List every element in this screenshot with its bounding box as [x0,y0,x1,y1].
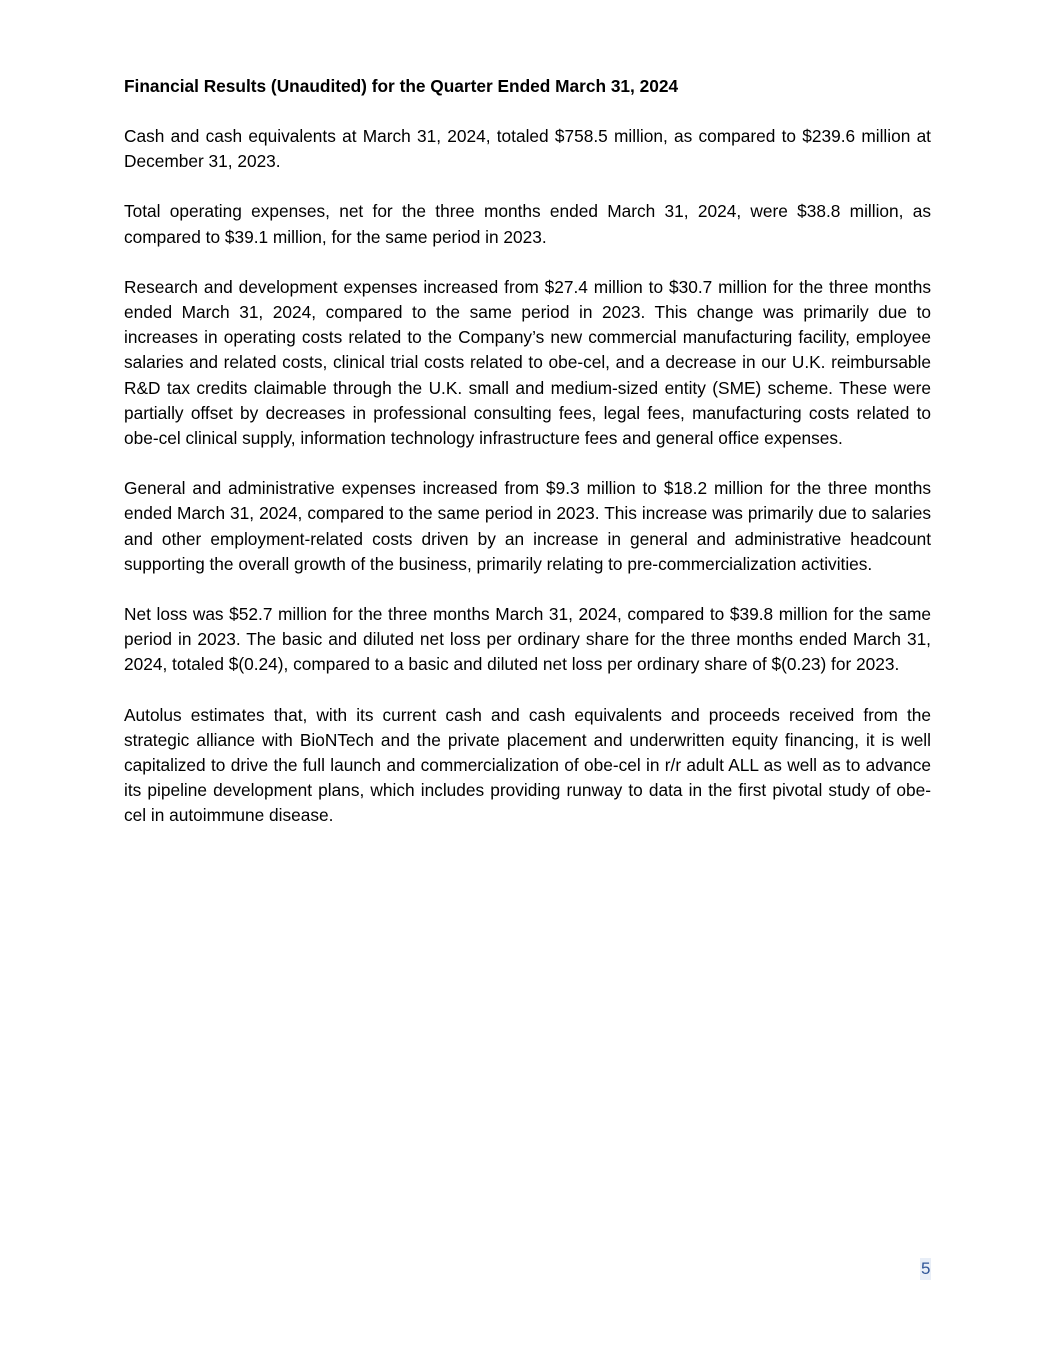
paragraph-net-loss: Net loss was $52.7 million for the three months March 31, 2024, compared to $39.8 million for the same period in 2023. The basic and diluted net loss per ordinary share for the three months ended March 31, 2024, totaled $(0.24), compared to a basic and diluted net loss per ordinary share of $(0.23) for 2023. [124,604,931,675]
paragraph-general-administrative: General and administrative expenses increased from $9.3 million to $18.2 million for the three months ended March 31, 2024, compared to the same period in 2023. This increase was primarily due to salaries and other employment-related costs driven by an increase in general and administrative headcount supporting the overall growth of the business, primarily relating to pre-commercialization activities. [124,478,931,574]
document-body [124,74,931,854]
paragraph-outlook: Autolus estimates that, with its current cash and cash equivalents and proceeds received from the strategic alliance with BioNTech and the private placement and underwritten equity financing, it is well capitalized to drive the full launch and commercialization of obe-cel in r/r adult ALL as well as to advance its pipeline development plans, which includes providing runway to data in the first pivotal study of obe-cel in autoimmune disease. [124,704,931,826]
paragraph-research-development: Research and development expenses increased from $27.4 million to $30.7 million for the three months ended March 31, 2024, compared to the same period in 2023. This change was primarily due to increases in operating costs related to the Company’s new commercial manufacturing facility, employee salaries and related costs, clinical trial costs related to obe-cel, and a decrease in our U.K. reimbursable R&D tax credits claimable through the U.K. small and medium-sized entity (SME) scheme. These were partially offset by decreases in professional consulting fees, legal fees, manufacturing costs related to obe-cel clinical supply, information technology infrastructure fees and general office expenses. [124,276,931,449]
paragraph-cash: Cash and cash equivalents at March 31, 2024, totaled $758.5 million, as compared to $239.6 million at December 31, 2023. [124,126,931,172]
paragraph-operating-expenses: Total operating expenses, net for the three months ended March 31, 2024, were $38.8 million, as compared to $39.1 million, for the same period in 2023. [124,201,931,247]
page-number: 5 [921,1259,931,1278]
section-heading: Financial Results (Unaudited) for the Quarter Ended March 31, 2024 [124,76,679,96]
